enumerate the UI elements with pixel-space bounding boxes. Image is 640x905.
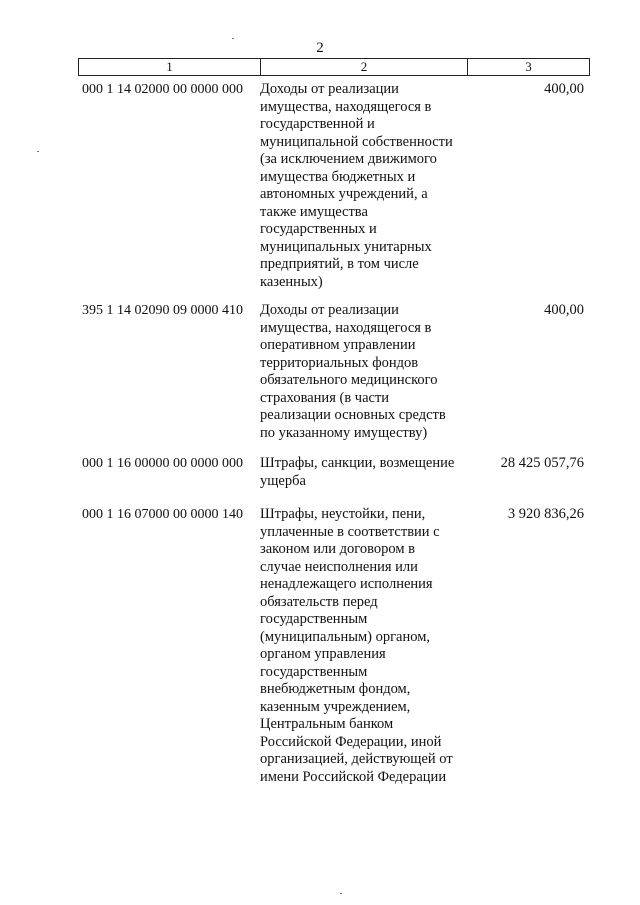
scan-speck — [340, 893, 342, 894]
scan-speck — [37, 151, 39, 152]
row-amount: 28 425 057,76 — [500, 455, 584, 471]
row-code: 000 1 16 00000 00 0000 000 — [82, 456, 243, 471]
row-amount: 400,00 — [544, 81, 584, 97]
row-description: Доходы от реализации имущества, находящегося в оперативном управлении территориальных фондов обязательного медицинского страхования (в части реализации основных средств по указанному имуществу) — [260, 302, 446, 441]
page-number: 2 — [316, 40, 324, 56]
header-col-1: 1 — [79, 59, 261, 75]
row-code: 395 1 14 02090 09 0000 410 — [82, 303, 243, 318]
row-amount: 400,00 — [544, 302, 584, 318]
header-col-2: 2 — [261, 59, 468, 75]
row-code: 000 1 16 07000 00 0000 140 — [82, 507, 243, 522]
table-header — [78, 58, 590, 76]
row-code: 000 1 14 02000 00 0000 000 — [82, 82, 243, 97]
row-description: Штрафы, неустойки, пени, уплаченные в соответствии с законом или договором в случае неисполнения или ненадлежащего исполнения обязательств перед государственным (муниципальным) органом, органом управления государственным внебюджетным фондом, казенным учреждением, Центральным банком Российской Федерации, иной организацией, действующей от имени Российской Федерации — [260, 506, 453, 785]
row-description: Штрафы, санкции, возмещение ущерба — [260, 455, 455, 489]
row-amount: 3 920 836,26 — [507, 506, 584, 522]
row-description: Доходы от реализации имущества, находящегося в государственной и муниципальной собственности (за исключением движимого имущества бюджетных и автономных учреждений, а также имущества государственных и муниципальных унитарных предприятий, в том числе казенных) — [260, 81, 453, 290]
scan-speck — [232, 38, 234, 39]
header-col-3: 3 — [525, 59, 532, 74]
